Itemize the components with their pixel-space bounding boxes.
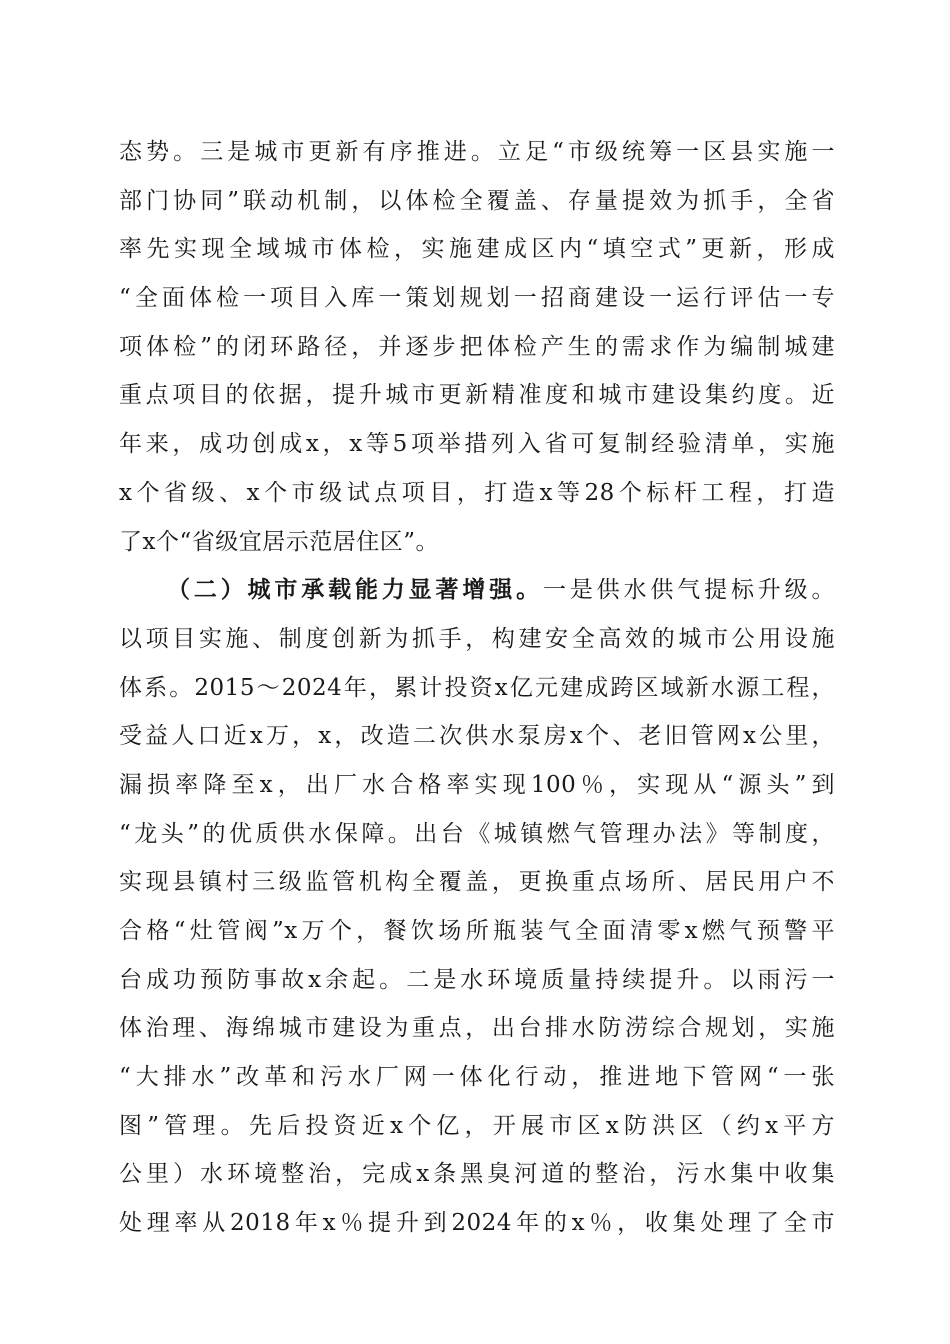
text-line: 了x个“省级宜居示范居住区”。 (119, 528, 439, 555)
text-line: 漏损率降至x，出厂水合格率实现100％，实现从“源头”到 (119, 771, 835, 798)
text-line: 体治理、海绵城市建设为重点，出台排水防涝综合规划，实施 (119, 1015, 835, 1042)
text-line: 图”管理。先后投资近x个亿，开展市区x防洪区（约x平方 (119, 1112, 835, 1139)
text-line: 公里）水环境整治，完成x条黑臭河道的整治，污水集中收集 (119, 1161, 835, 1188)
section-first-line (119, 566, 835, 615)
text-line: 项体检”的闭环路径，并逐步把体检产生的需求作为编制城建 (119, 333, 835, 360)
text-line: “龙头”的优质供水保障。出台《城镇燃气管理办法》等制度， (119, 820, 835, 847)
section-first-line-rest: 一是供水供气提标升级。 (542, 577, 836, 604)
text-line: x个省级、x个市级试点项目，打造x等28个标杆工程，打造 (119, 479, 835, 506)
text-line: 年来，成功创成x，x等5项举措列入省可复制经验清单，实施 (119, 431, 835, 458)
text-line: 重点项目的依据，提升城市更新精准度和城市建设集约度。近 (119, 382, 835, 409)
text-line: 态势。三是城市更新有序推进。立足“市级统筹一区县实施一 (119, 139, 835, 165)
text-line: 处理率从2018年x％提升到2024年的x％，收集处理了全市 (119, 1210, 835, 1237)
text-line: “全面体检一项目入库一策划规划一招商建设一运行评估一专 (119, 285, 835, 312)
body-text (119, 128, 835, 1248)
text-line: 以项目实施、制度创新为抓手，构建安全高效的城市公用设施 (119, 625, 835, 652)
text-line: 受益人口近x万，x，改造二次供水泵房x个、老旧管网x公里， (119, 723, 835, 750)
text-line: “大排水”改革和污水厂网一体化行动，推进地下管网“一张 (119, 1064, 835, 1091)
text-line: 合格“灶管阀”x万个，餐饮场所瓶装气全面清零x燃气预警平 (119, 918, 835, 944)
text-line: 率先实现全域城市体检，实施建成区内“填空式”更新，形成 (119, 236, 835, 263)
text-line: 实现县镇村三级监管机构全覆盖，更换重点场所、居民用户不 (119, 869, 835, 896)
section-heading: （二）城市承载能力显著增强。 (167, 576, 543, 604)
text-line: 部门协同”联动机制，以体检全覆盖、存量提效为抓手，全省 (119, 187, 835, 214)
text-line: 台成功预防事故x余起。二是水环境质量持续提升。以雨污一 (119, 966, 835, 993)
text-line: 体系。2015～2024年，累计投资x亿元建成跨区域新水源工程， (119, 674, 835, 701)
